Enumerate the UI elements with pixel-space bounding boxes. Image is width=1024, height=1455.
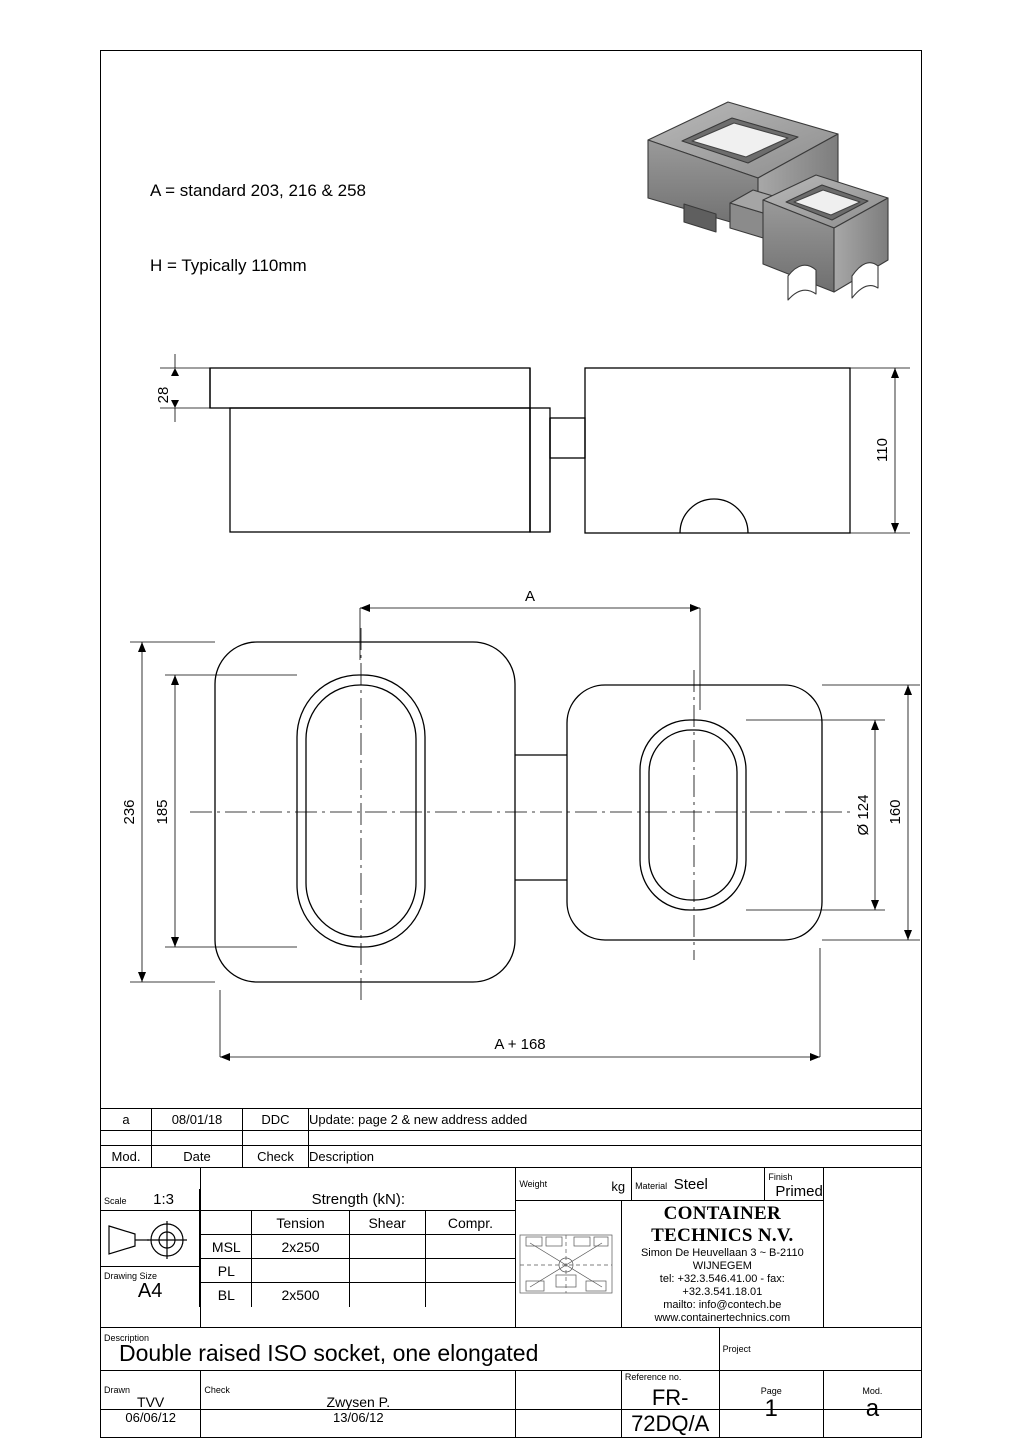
strength-col-shear: Shear xyxy=(349,1211,425,1235)
rev-description: Update: page 2 & new address added xyxy=(309,1109,922,1131)
dim-236-label: 236 xyxy=(121,799,138,825)
strength-bl-compr xyxy=(425,1283,515,1307)
side-elevation-view xyxy=(120,350,920,560)
drawn-label: Drawn xyxy=(104,1384,131,1395)
drawing-size-value: A4 xyxy=(137,1280,163,1303)
rev-check: DDC xyxy=(243,1109,309,1131)
drawn-date: 06/06/12 xyxy=(125,1409,176,1425)
table-row xyxy=(101,1131,922,1146)
table-header-row xyxy=(101,1146,922,1168)
strength-pl-tension xyxy=(252,1259,349,1283)
material-value: Steel xyxy=(673,1175,708,1193)
company-web[interactable]: www.containertechnics.com xyxy=(654,1312,791,1324)
reference-value: FR-72DQ/A xyxy=(631,1385,710,1436)
dim-A-label: A xyxy=(524,588,536,605)
rev-header-date: Date xyxy=(152,1146,243,1168)
dim-110-label: 110 xyxy=(874,438,891,462)
rev-header-check: Check xyxy=(243,1146,309,1168)
description-label: Description xyxy=(104,1332,150,1343)
material-label: Material xyxy=(635,1180,668,1191)
dim-28-label: 28 xyxy=(155,386,172,404)
dim-160-label: 160 xyxy=(887,799,904,825)
description-value: Double raised ISO socket, one elongated xyxy=(119,1339,539,1366)
strength-pl-shear xyxy=(349,1259,425,1283)
rev-mod: a xyxy=(101,1109,152,1131)
rev-description xyxy=(309,1131,922,1146)
reference-label: Reference no. xyxy=(624,1372,682,1382)
certification-stamp xyxy=(516,1201,622,1328)
dim-dia124-label: Ø 124 xyxy=(855,794,872,836)
table-row xyxy=(201,1283,515,1307)
rev-header-description: Description xyxy=(309,1146,922,1168)
strength-pl-compr xyxy=(425,1259,515,1283)
mod-label: Mod. xyxy=(862,1386,883,1396)
strength-bl-shear xyxy=(349,1283,425,1307)
check-name: Zwysen P. xyxy=(326,1393,391,1410)
weight-unit: kg xyxy=(611,1178,626,1194)
table-row xyxy=(201,1259,515,1283)
strength-header: Strength (kN): xyxy=(201,1189,515,1211)
scale-label: Scale xyxy=(104,1195,127,1206)
table-row xyxy=(101,1109,922,1131)
drawing-size-label: Drawing Size xyxy=(104,1271,158,1282)
check-date: 13/06/12 xyxy=(333,1409,384,1425)
page-value: 1 xyxy=(764,1395,778,1422)
dim-185-label: 185 xyxy=(154,799,171,825)
rev-header-mod: Mod. xyxy=(101,1146,152,1168)
weight-label: Weight xyxy=(519,1178,548,1189)
company-mail[interactable]: mailto: info@contech.be xyxy=(663,1299,782,1311)
page-label: Page xyxy=(760,1386,782,1396)
revision-table xyxy=(100,1108,922,1168)
strength-row-name: MSL xyxy=(201,1235,252,1259)
plan-view xyxy=(120,590,920,1100)
rev-check xyxy=(243,1131,309,1146)
project-label: Project xyxy=(722,1344,751,1354)
company-address: Simon De Heuvellaan 3 ~ B-2110 WIJNEGEM xyxy=(640,1247,804,1272)
title-block xyxy=(100,1108,922,1436)
finish-value: Primed xyxy=(775,1183,823,1200)
strength-row-name: BL xyxy=(201,1283,252,1307)
rev-date: 08/01/18 xyxy=(152,1109,243,1131)
drawn-name: TVV xyxy=(137,1393,165,1410)
company-tel: tel: +32.3.546.41.00 - fax: +32.3.541.18.01 xyxy=(659,1273,785,1298)
strength-col-compr: Compr. xyxy=(425,1211,515,1235)
isometric-view xyxy=(620,80,890,340)
rev-date xyxy=(152,1131,243,1146)
strength-bl-tension: 2x500 xyxy=(252,1283,349,1307)
strength-msl-tension: 2x250 xyxy=(252,1235,349,1259)
strength-msl-shear xyxy=(349,1235,425,1259)
strength-row-name: PL xyxy=(201,1259,252,1283)
company-name: CONTAINER TECHNICS N.V. xyxy=(651,1203,794,1246)
check-label: Check xyxy=(204,1384,230,1395)
dim-A168-label: A + 168 xyxy=(494,1036,546,1053)
strength-col-tension: Tension xyxy=(252,1211,349,1235)
projection-symbol xyxy=(101,1211,200,1267)
strength-msl-compr xyxy=(425,1235,515,1259)
finish-label: Finish xyxy=(768,1172,793,1182)
spec-table xyxy=(100,1167,922,1438)
table-row xyxy=(201,1235,515,1259)
note-line-2: H = Typically 110mm xyxy=(150,256,307,275)
mod-value: a xyxy=(865,1395,880,1422)
note-line-1: A = standard 203, 216 & 258 xyxy=(150,181,366,200)
rev-mod xyxy=(101,1131,152,1146)
notes-block xyxy=(150,128,366,328)
scale-value: 1:3 xyxy=(153,1190,174,1208)
